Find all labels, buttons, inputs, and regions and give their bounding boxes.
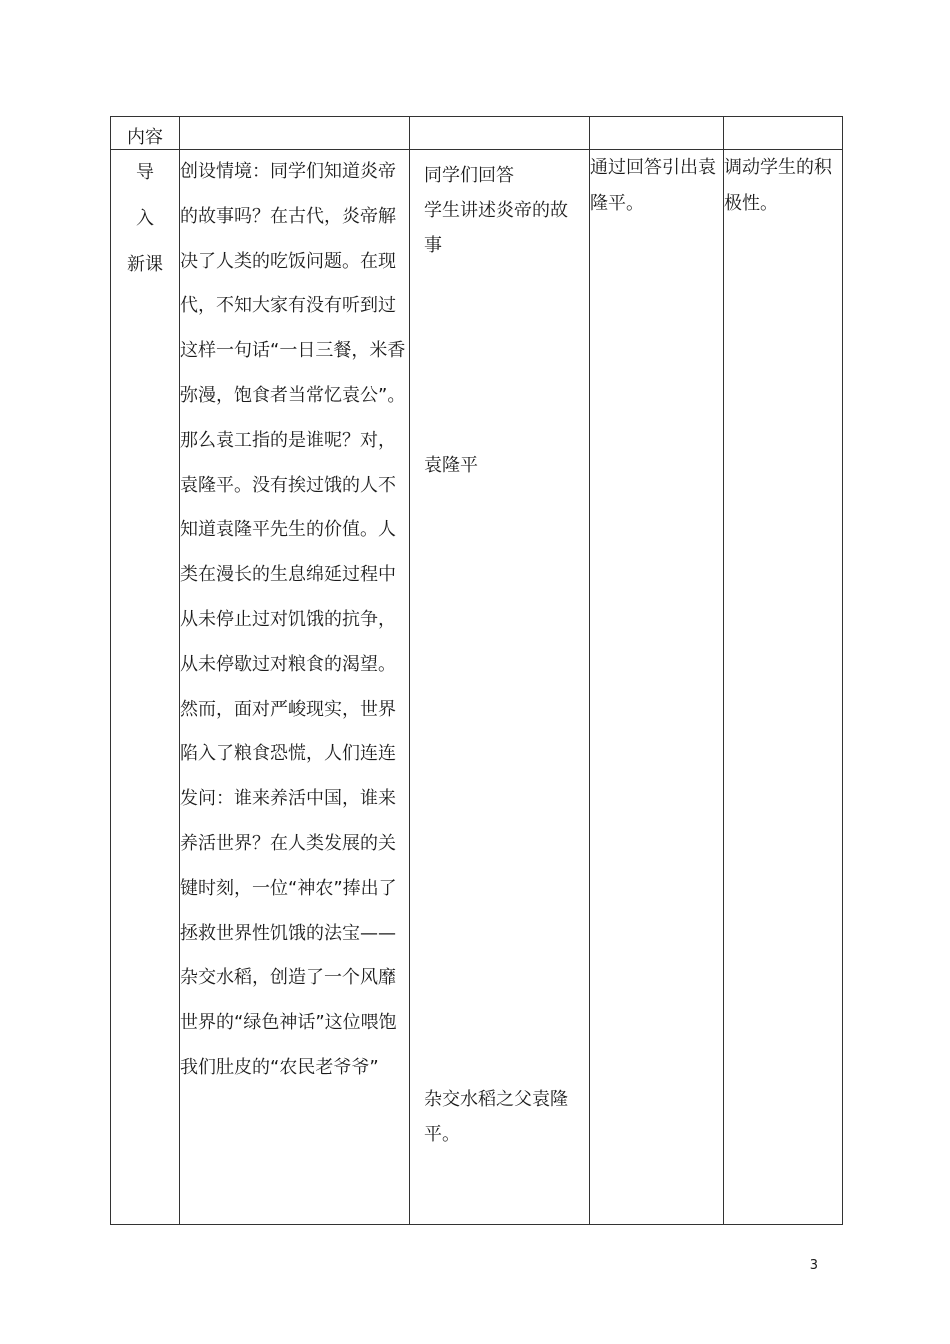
stage-label-2: 入: [136, 208, 154, 229]
header-cell-2: [180, 117, 410, 150]
teacher-activity-text: 创设情境：同学们知道炎帝的故事吗？在古代，炎帝解决了人类的吃饭问题。在现代，不知大家有没有听到过这样一句话“一日三餐，米香弥漫，饱食者当常忆袁公”。那么袁工指的是谁呢？对，袁隆平。没有挨过饿的人不知道袁隆平先生的价值。人类在漫长的生息绵延过程中从未停止过对饥饿的抗争，从未停歇过对粮食的渴望。然而，面对严峻现实，世界陷入了粮食恐慌，人们连连发问：谁来养活中国，谁来养活世界？在人类发展的关键时刻，一位“神农”捧出了拯救世界性饥饿的法宝——杂交水稻，创造了一个风靡世界的“绿色神话”这位喂饱我们肚皮的“农民老爷爷”: [180, 161, 406, 1078]
stage-cell: [111, 150, 180, 1225]
lesson-plan-table: [110, 116, 843, 1225]
header-cell-3: [410, 117, 590, 150]
teacher-activity-cell: [180, 150, 410, 1225]
purpose-text: 调动学生的积极性。: [724, 157, 832, 214]
student-activity-block-1: 同学们回答 学生讲述炎帝的故事: [424, 165, 568, 256]
student-activity-block-2: 袁隆平: [424, 455, 478, 476]
design-intent-text: 通过回答引出袁隆平。: [590, 157, 716, 214]
table-row: [111, 150, 843, 1225]
header-cell-4: [590, 117, 724, 150]
stage-label-3: 新课: [127, 254, 163, 275]
header-cell-content: 内容: [111, 117, 180, 150]
table-header-row: [111, 117, 843, 150]
student-activity-cell: [410, 150, 590, 1225]
header-cell-5: [724, 117, 843, 150]
stage-label-1: 导: [136, 162, 154, 183]
student-activity-block-3: 杂交水稻之父袁隆平。: [424, 1089, 568, 1145]
purpose-cell: [724, 150, 843, 1225]
design-intent-cell: [590, 150, 724, 1225]
page-number: 3: [809, 1258, 818, 1273]
